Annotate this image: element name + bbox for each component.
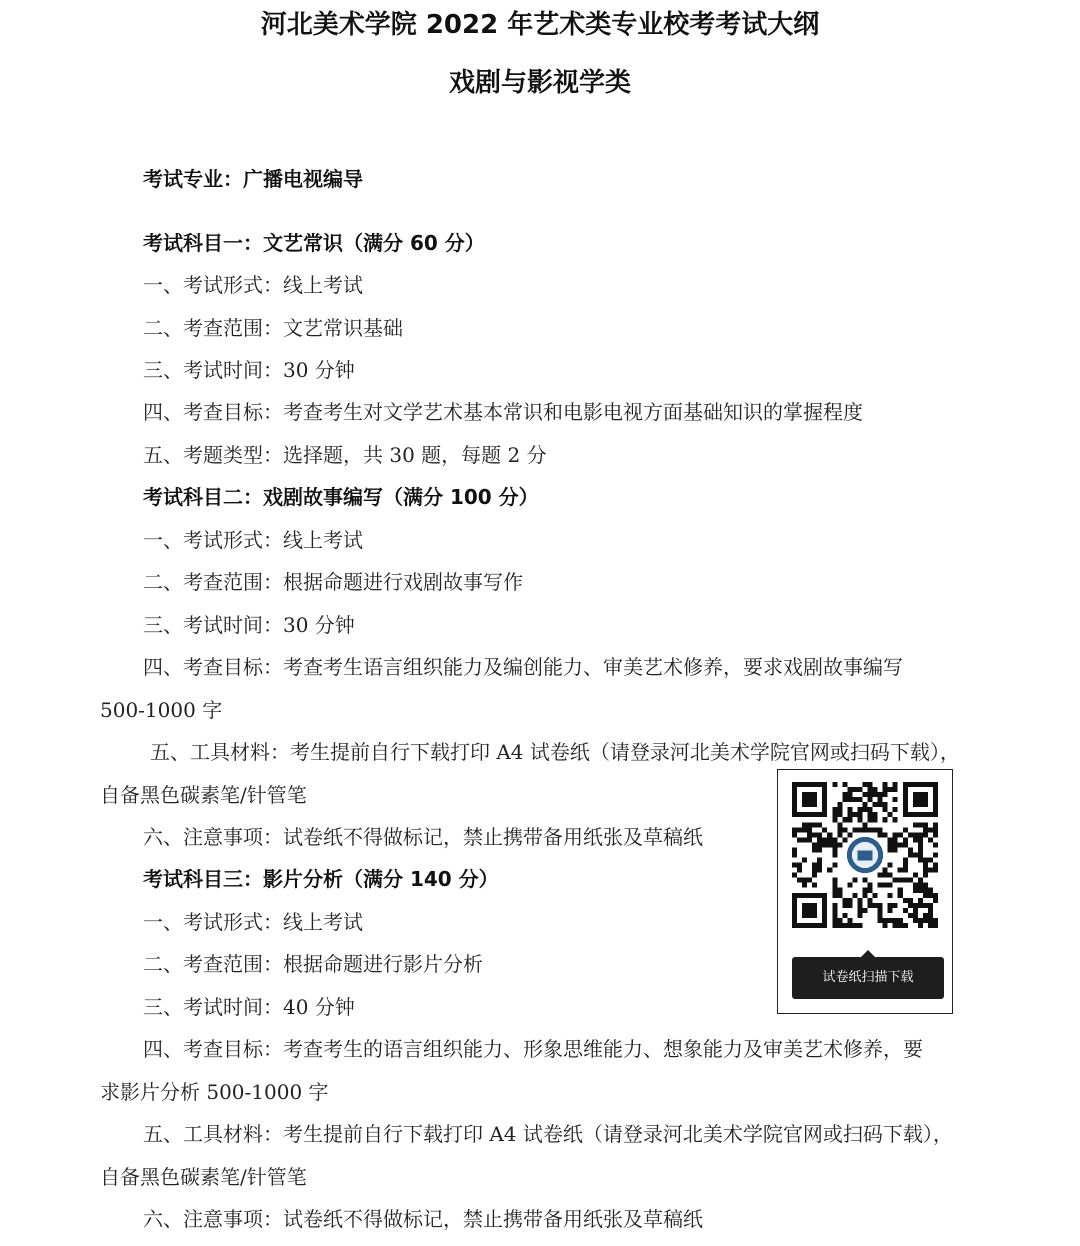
subject2-heading: 考试科目二：戏剧故事编写（满分 100 分） [143, 485, 539, 509]
subject1-line: 四、考查目标：考查考生对文学艺术基本常识和电影电视方面基础知识的掌握程度 [143, 400, 863, 424]
subject3-line: 五、工具材料：考生提前自行下载打印 A4 试卷纸（请登录河北美术学院官网或扫码下载）， [143, 1122, 953, 1146]
subject3-line: 三、考试时间：40 分钟 [143, 995, 355, 1019]
subject3-line: 四、考查目标：考查考生的语言组织能力、形象思维能力、想象能力及审美艺术修养，要 [143, 1037, 923, 1061]
subject3-line: 六、注意事项：试卷纸不得做标记，禁止携带备用纸张及草稿纸 [143, 1207, 703, 1231]
subject1-line: 二、考查范围：文艺常识基础 [143, 316, 403, 340]
subject3-line: 求影片分析 500-1000 字 [100, 1080, 329, 1104]
subject2-line: 二、考查范围：根据命题进行戏剧故事写作 [143, 570, 523, 594]
subject3-line: 自备黑色碳素笔/针管笔 [100, 1165, 307, 1189]
subject2-line: 三、考试时间：30 分钟 [143, 613, 355, 637]
subject3-line: 一、考试形式：线上考试 [143, 910, 363, 934]
subject1-heading: 考试科目一：文艺常识（满分 60 分） [143, 231, 485, 255]
subject2-line: 四、考查目标：考查考生语言组织能力及编创能力、审美艺术修养，要求戏剧故事编写 [143, 655, 903, 679]
subject2-line: 一、考试形式：线上考试 [143, 528, 363, 552]
document-title: 河北美术学院 2022 年艺术类专业校考考试大纲 [260, 10, 820, 40]
subject3-line: 二、考查范围：根据命题进行影片分析 [143, 952, 483, 976]
qr-code-icon[interactable] [792, 782, 938, 928]
document-subtitle: 戏剧与影视学类 [448, 68, 631, 98]
subject2-line: 五、工具材料：考生提前自行下载打印 A4 试卷纸（请登录河北美术学院官网或扫码下载）， [150, 740, 960, 764]
qr-code-panel [777, 769, 953, 1014]
subject1-line: 三、考试时间：30 分钟 [143, 358, 355, 382]
qr-caption: 试卷纸扫描下载 [792, 957, 944, 999]
subject2-line: 500-1000 字 [100, 698, 223, 722]
subject2-line: 六、注意事项：试卷纸不得做标记，禁止携带备用纸张及草稿纸 [143, 825, 703, 849]
subject2-line: 自备黑色碳素笔/针管笔 [100, 783, 307, 807]
subject1-line: 五、考题类型：选择题，共 30 题，每题 2 分 [143, 443, 547, 467]
subject3-heading: 考试科目三：影片分析（满分 140 分） [143, 867, 499, 891]
subject1-line: 一、考试形式：线上考试 [143, 273, 363, 297]
exam-major: 考试专业：广播电视编导 [143, 167, 363, 191]
